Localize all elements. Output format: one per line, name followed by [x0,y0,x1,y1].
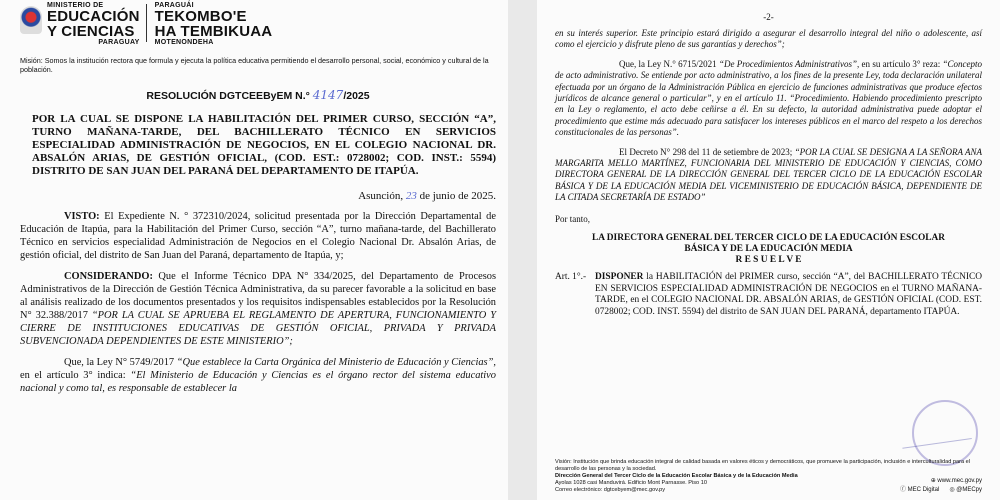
visto-label: VISTO: [64,211,100,222]
visto-text: El Expediente N. ° 372310/2024, solicitud presentada por la Dirección Departamental de Educación de Itapúa, para la Habilitación del Primer Curso, sección “A”, turno mañana-tarde, del Bachillerato Técnico en servicios especialidad Administración de Negocios en el Colegio Nacional Dr. Absalón Arias, de gestión oficial, del distrito de San Juan del Paraná, departamento de Itapúa, y; [20,211,496,261]
ministry-line1: EDUCACIÓN [47,8,140,25]
social-facebook[interactable] [900,487,939,494]
resuelve-line1: LA DIRECTORA GENERAL DEL TERCER CICLO DE LA EDUCACIÓN ESCOLAR [591,233,946,244]
footer-email: Correo electrónico: dgtcebyem@mec.gov.py [555,487,666,493]
continued-text: en su interés superior. Este principio estará dirigido a asegurar el desarrollo integral del niño o adolescente, así como el ejercicio y disfrute pleno de sus garantías y derechos”; [555,28,982,50]
social-instagram[interactable] [949,487,982,494]
resolution-year: /2025 [343,90,370,102]
letterhead [20,0,496,46]
social1-label: MEC Digital [907,487,940,493]
considerando-label: CONSIDERANDO: [64,271,153,282]
resuelve-line2: BÁSICA Y DE LA EDUCACIÓN MEDIA [684,244,853,255]
considerando-text: Que el Informe Técnico DPA N° 334/2025, del Departamento de Procesos Administrativos de la Dirección de Gestión Técnica Administrativa, da su parecer favorable a la solicitud en base al análisis realizado de los documentos presentados y los requisitos indispensables establecidos por la Resolución N° 32.388/2017 [20,271,496,321]
ley-mid: , en el artículo 3° indica: [20,357,496,381]
footer-direccion: Dirección General del Tercer Ciclo de la Educación Escolar Básica y de la Educación Media [555,473,798,479]
guarani-line1: TEKOMBO'E [154,8,247,25]
ministry-name-guarani [155,2,273,46]
article-1 [555,272,982,318]
ley-tail: “El Ministerio de Educación y Ciencias es el órgano rector del sistema educativo nacional y como tal, es responsable de establecer la [20,370,496,394]
ministry-country: PARAGUAY [98,39,140,46]
page-gap [508,0,537,500]
date-day-handwritten: 23 [405,190,417,202]
instagram-icon: ◎ [949,487,957,493]
footer-row [555,473,982,494]
ley-6715-paragraph [555,59,982,139]
ley2-title: “De Procedimientos Administrativos” [718,58,858,69]
footer-web[interactable] [900,478,982,485]
footer-links [900,478,982,494]
resolution-prefix: RESOLUCIÓN DGTCEEByEM N.° [146,90,310,102]
ministry-small-label: MINISTERIO DE [47,2,104,9]
ministry-name-spanish [47,2,140,46]
resolution-title: POR LA CUAL SE DISPONE LA HABILITACIÓN DEL PRIMER CURSO, SECCIÓN “A”, TURNO MAÑANA-TARDE, DEL BACHILLERATO TÉCNICO EN SERVICIOS ESPECIALIDAD ADMINISTRACIÓN DE NEGOCIOS, EN EL COLEGIO NACIONAL DR. ABSALÓN ARIAS, DE GESTIÓN OFICIAL, (COD. EST.: 0728002; COD. INST.: 5594) DISTRITO DE SAN JUAN DEL PARANÁ DEL DEPARTAMENTO DE ITAPÚA. [32,113,496,177]
decreto-paragraph [555,147,982,204]
resolution-heading [20,88,496,102]
footer-address: Ayolas 1028 casi Manduvirá. Edificio Mont Parnasse. Piso 10 [555,480,707,486]
por-tanto: Por tanto, [555,213,590,224]
decreto-prefix: El Decreto N° 298 del 11 de setiembre de 2023; [619,146,793,157]
footer-web-label: www.mec.gov.py [937,478,982,484]
ley-prefix: Que, la Ley N° 5749/2017 [64,357,175,368]
footer-social [900,487,982,494]
guarani-small-label: PARAGUÁI [154,2,194,9]
ley-5749-paragraph [20,356,496,395]
resolution-date [20,190,496,202]
resuelve-line3: R E S U E L V E [735,255,802,266]
ministry-line2: Y CIENCIAS [47,23,135,40]
document-page-2 [537,0,1000,500]
article-1-label: Art. 1°.- [555,272,587,283]
social2-label: @MECpy [956,487,982,493]
footer-contact [555,473,798,494]
guarani-line2: HA TEMBIKUAA [154,23,273,40]
resolution-number-handwritten: 4147 [312,88,344,102]
visto-paragraph [20,210,496,262]
decreto-quote: “POR LA CUAL SE DESIGNA A LA SEÑORA ANA MARGARITA MELLO MARTÍNEZ, FUNCIONARIA DEL MINISTERIO DE EDUCACIÓN Y CIENCIAS, COMO DIRECTORA GENERAL DE LA DIRECCIÓN GENERAL DEL TERCER CICLO DE LA EDUCACIÓN ESCOLAR BÁSICA Y DE LA EDUCACIÓN MEDIA DEL VICEMINISTERIO DE EDUCACIÓN BÁSICA, DEPENDIENTE DE LA CITADA SECRETARÍA DE ESTADO” [555,146,983,203]
ley-quote: “Que establece la Carta Orgánica del Ministerio de Educación y Ciencias” [176,357,494,368]
ley2-mid: , en su artículo 3° reza: [857,58,941,69]
letterhead-divider [146,4,147,42]
page-footer [555,459,982,494]
considerando-quote: “POR LA CUAL SE APRUEBA EL REGLAMENTO DE APERTURA, FUNCIONAMIENTO Y CIERRE DE INSTITUCIONES EDUCATIVAS DE GESTIÓN OFICIAL, PRIVADA Y PRIVADA SUBVENCIONADA DEPENDIENTES DE ESTE MINISTERIO”; [20,310,497,347]
mission-statement: Misión: Somos la institución rectora que formula y ejecuta la política educativa permitiendo el desarrollo personal, social, económico y cultural de la población. [20,56,489,74]
vision-statement: Visión: Institución que brinda educación integral de calidad basada en valores éticos y democráticos, que promueve la participación, inclusión e interculturalidad para el desarrollo de las personas y la sociedad. [555,459,971,472]
facebook-icon: ⓕ [899,487,908,493]
article-1-body [595,272,982,318]
ley2-quote: “Concepto de acto administrativo. Se entiende por acto administrativo, a los fines de la presente Ley, toda declaración unilateral efectuada por un órgano de la Administración Pública en ejercicio de funciones administrativas que produce efectos jurídicos de alcance general o particular”, y en el artículo 11. “Procedimiento. Habiendo procedimiento prescripto en la Ley o reglamento, el acto debe ceñirse a él. En su defecto, la autoridad administrativa puede adoptar el procedimiento que estime más adecuado para satisfacer los intereses públicos en el marco del respeto a los derechos constitucionales de las personas”. [555,58,983,138]
globe-icon: ⊕ [930,478,938,484]
date-suffix: de junio de 2025. [419,190,496,202]
article-1-text: la HABILITACIÓN del PRIMER curso, sección “A”, del BACHILLERATO TÉCNICO EN SERVICIOS ESPECIALIDAD ADMINISTRACIÓN DE NEGOCIOS en el TURNO MAÑANA-TARDE, en el COLEGIO NACIONAL DR. ABSALÓN ARIAS, de GESTIÓN OFICIAL (COD. EST. 0728002; COD. INST. 5594) del distrito de SAN JUAN DEL PARANÁ, departamento ITAPÚA. [595,272,983,317]
ministry-crest-icon [20,6,42,34]
ley2-prefix: Que, la Ley N.° 6715/2021 [619,58,717,69]
date-prefix: Asunción, [358,190,404,202]
considerando-paragraph [20,270,496,348]
page-number: -2- [763,12,774,22]
article-1-verb: DISPONER [595,272,644,283]
guarani-small-label-2: MOTENONDEHA [154,39,214,46]
resuelve-block [555,233,982,266]
